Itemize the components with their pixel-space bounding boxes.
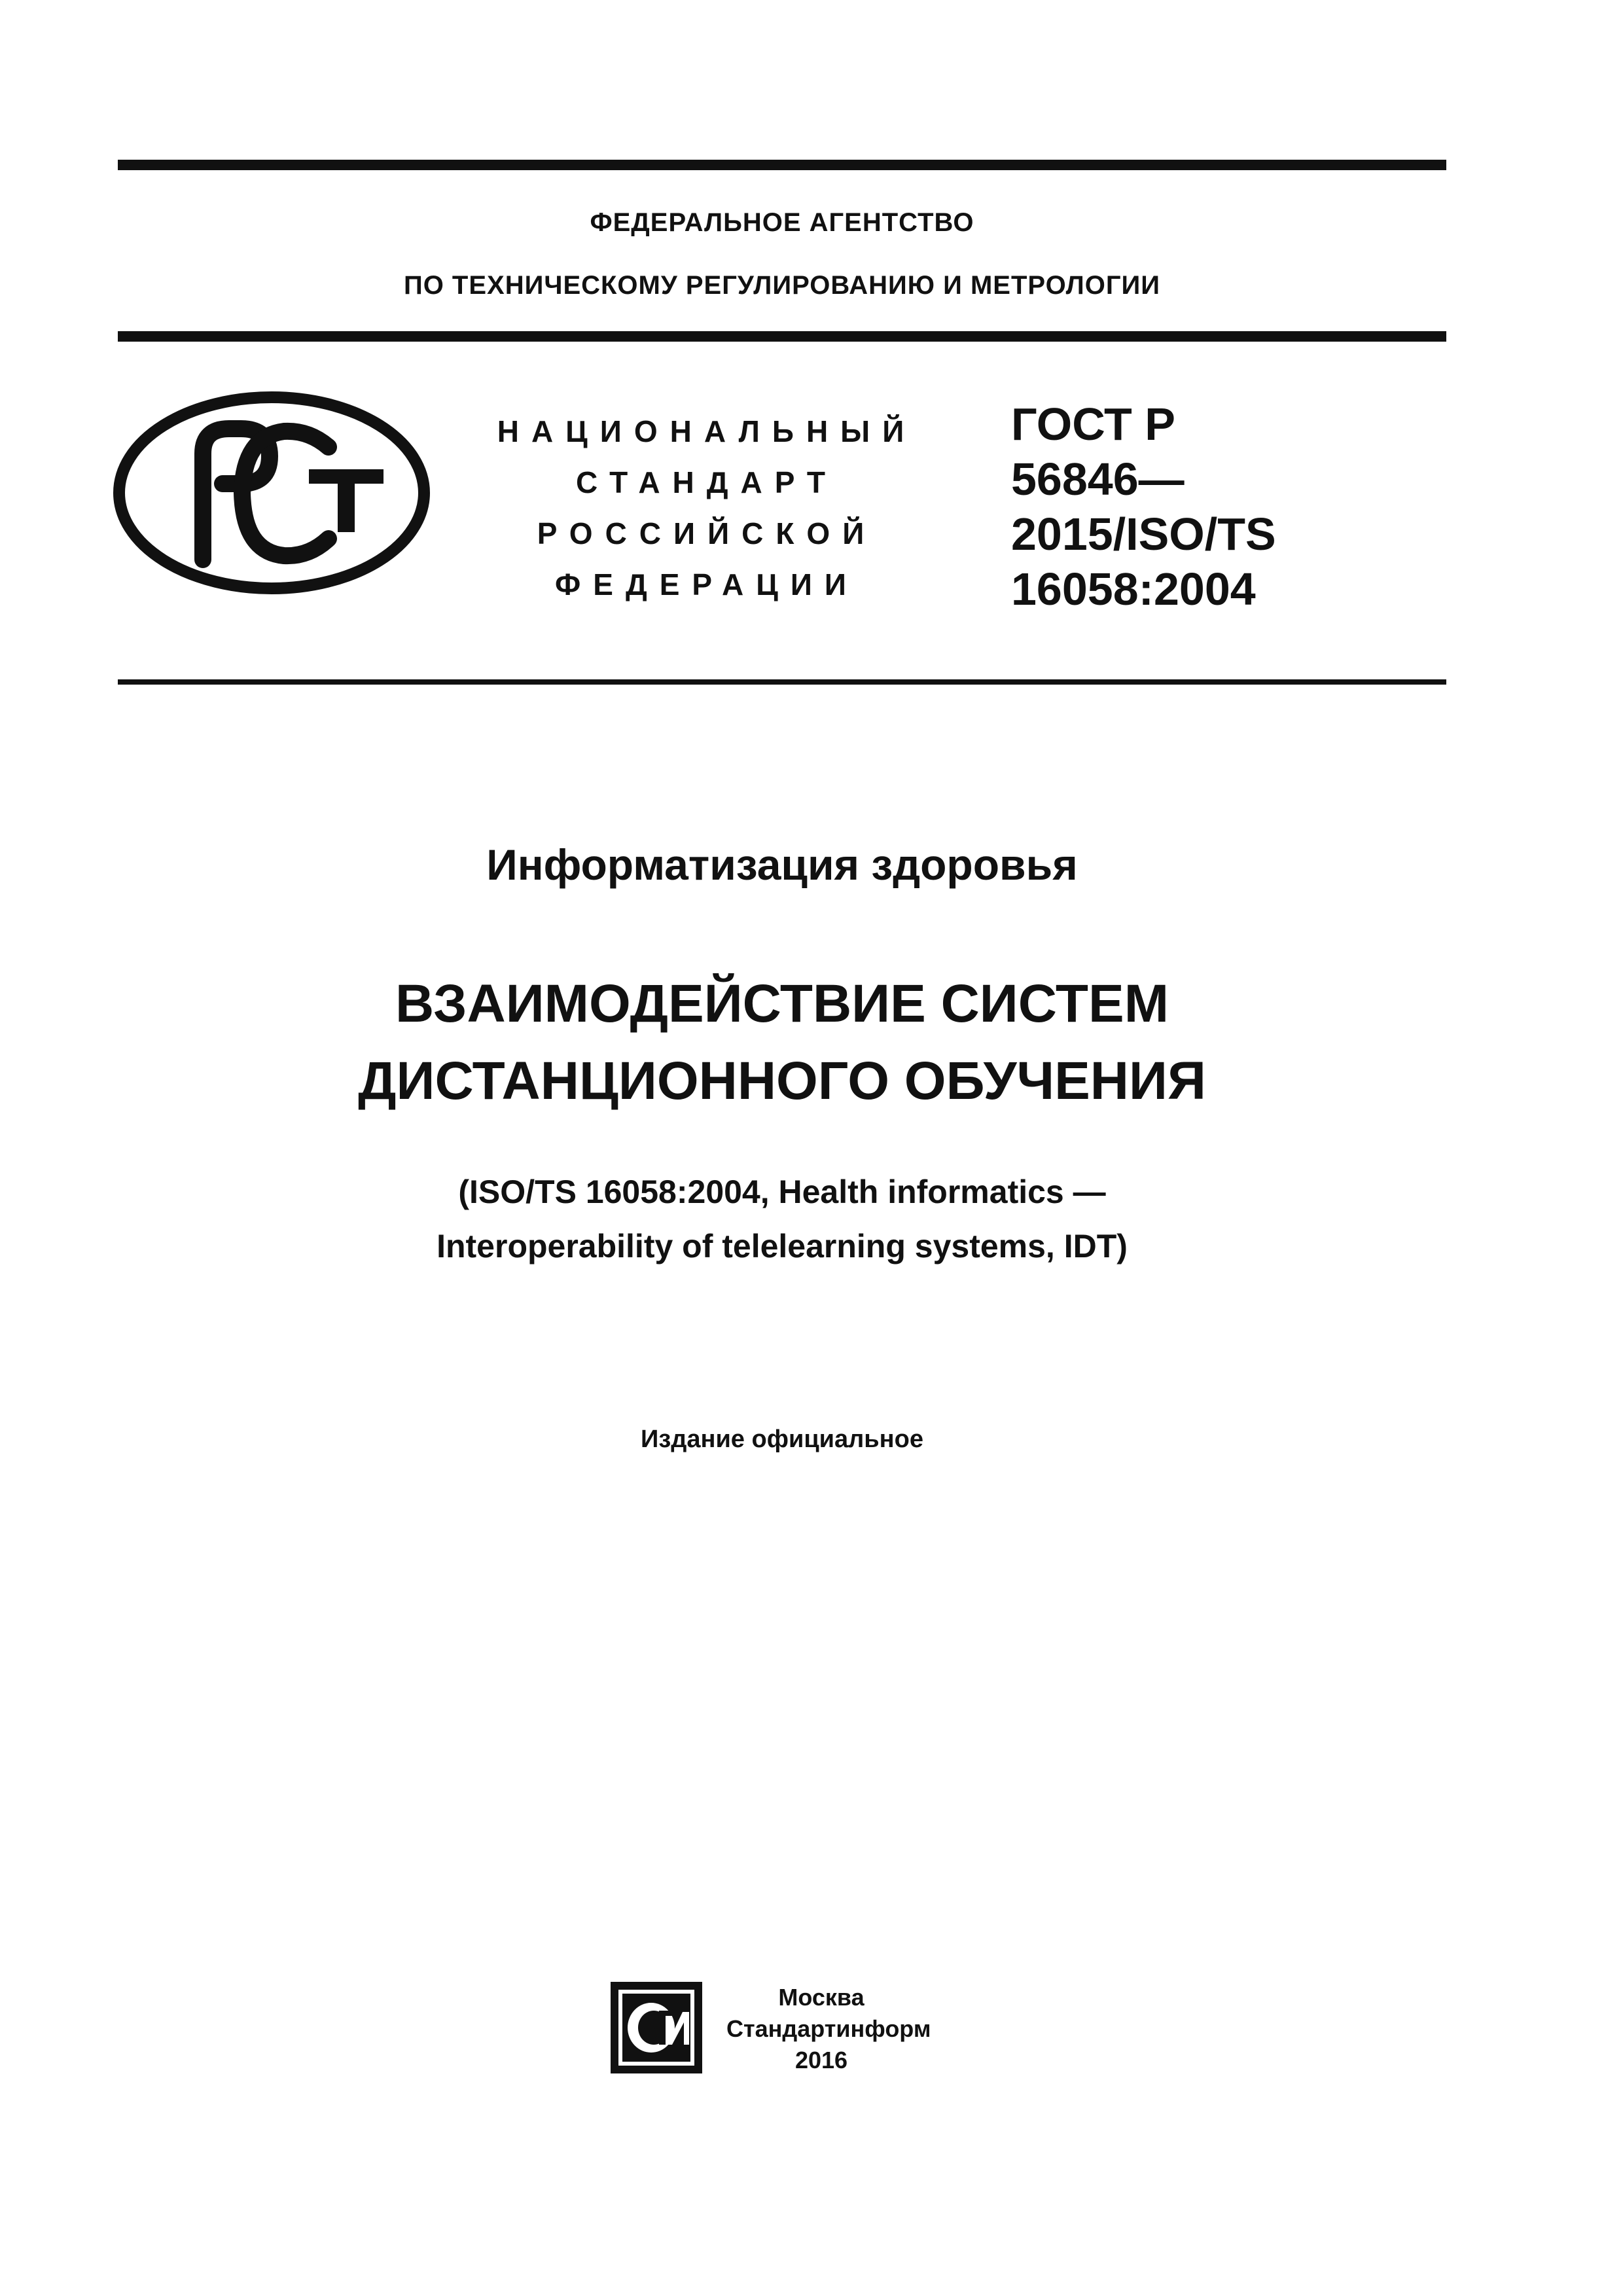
title-line: ДИСТАНЦИОННОГО ОБУЧЕНИЯ [358, 1051, 1206, 1111]
designation-line: 16058:2004 [1011, 564, 1256, 615]
standard-designation [1011, 397, 1276, 617]
designation-line: 2015/ISO/TS [1011, 509, 1276, 560]
agency-subtitle: ПО ТЕХНИЧЕСКОМУ РЕГУЛИРОВАНИЮ И МЕТРОЛОГИИ [403, 271, 1161, 300]
reference-line: Interoperability of telelearning systems, IDT) [437, 1228, 1128, 1265]
standard-type-line: ФЕДЕРАЦИИ [555, 567, 859, 601]
top-rule [118, 160, 1446, 170]
original-standard-reference [118, 1165, 1446, 1274]
document-title [118, 965, 1446, 1120]
standard-type [484, 406, 929, 610]
imprint-year: 2016 [794, 2047, 848, 2073]
middle-rule [118, 331, 1446, 342]
designation-line: 56846— [1011, 454, 1185, 505]
reference-line: (ISO/TS 16058:2004, Health informatics — [458, 1174, 1106, 1210]
imprint-city: Москва [778, 1984, 865, 2011]
imprint-publisher: Стандартинформ [726, 2015, 931, 2042]
standartinform-logo-icon [611, 1982, 702, 2073]
publisher-imprint [726, 1982, 931, 2076]
edition-note: Издание официальное [641, 1426, 923, 1453]
title-line: ВЗАИМОДЕЙСТВИЕ СИСТЕМ [395, 974, 1169, 1033]
bottom-rule [118, 679, 1446, 685]
rst-emblem-icon [113, 391, 431, 596]
standard-type-line: НАЦИОНАЛЬНЫЙ [497, 414, 917, 448]
standard-type-line: РОССИЙСКОЙ [537, 516, 877, 550]
emblem-letters: РСТ [272, 587, 273, 588]
agency-name: ФЕДЕРАЛЬНОЕ АГЕНТСТВО [590, 208, 974, 237]
designation-line: ГОСТ Р [1011, 399, 1175, 450]
document-subject: Информатизация здоровья [486, 840, 1078, 889]
standard-type-line: СТАНДАРТ [576, 465, 838, 499]
